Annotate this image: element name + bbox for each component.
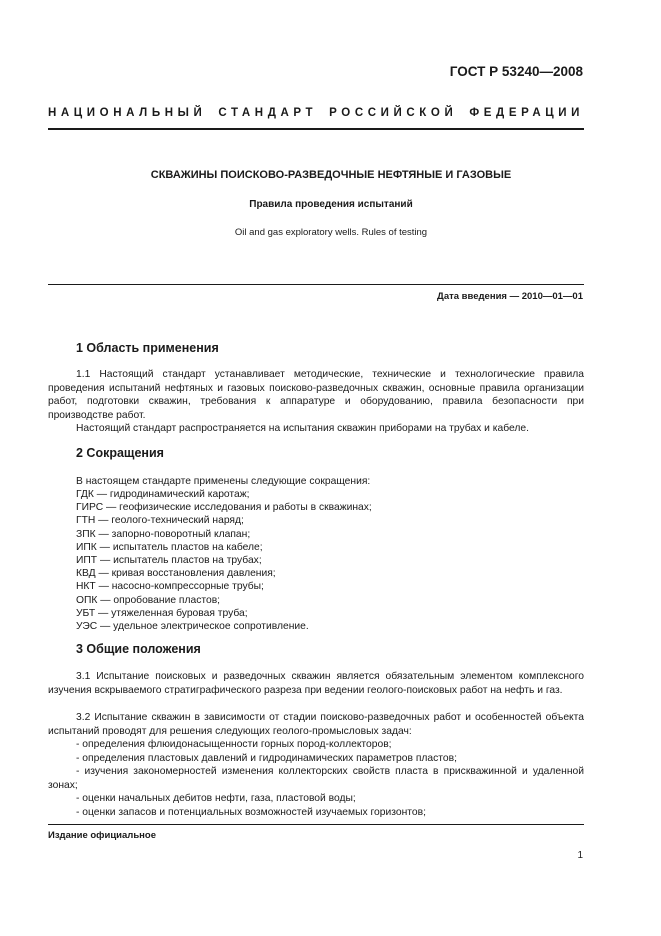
list-item: ИПК — испытатель пластов на кабеле; [76, 541, 263, 553]
task-list [48, 738, 584, 819]
section-1-paragraph-2: Настоящий стандарт распространяется на испытания скважин приборами на трубах и кабеле. [76, 423, 529, 434]
section-1-paragraph-1: 1.1 Настоящий стандарт устанавливает методические, технические и технологические правила проведения испытаний нефтяных и газовых поисково-разведочных скважин, основные правила организации работ, подготовки скважин, требования к аппаратуре и оборудованию, правила безопасности при производстве работ. [48, 369, 584, 422]
list-item: УБТ — утяжеленная буровая труба; [76, 607, 248, 619]
title-divider [48, 284, 584, 285]
section-3-paragraph-1: 3.1 Испытание поисковых и разведочных скважин является обязательным элементом комплексного изучения вскрываемого стратиграфического разреза при ведении геолого-поисковых работ на нефть и газ. [48, 671, 584, 696]
list-item: ГТН — геолого-технический наряд; [76, 515, 244, 527]
list-item: НКТ — насосно-компрессорные трубы; [76, 581, 264, 593]
list-item: - определения пластовых давлений и гидродинамических параметров пластов; [76, 752, 457, 764]
list-item: - оценки запасов и потенциальных возможностей изучаемых горизонтов; [76, 806, 426, 818]
document-code: ГОСТ Р 53240—2008 [449, 64, 583, 79]
section-3-paragraph-2: 3.2 Испытание скважин в зависимости от стадии поисково-разведочных работ и особенностей объекта испытаний проводят для решения следующих геолого-промысловых задач: [48, 712, 584, 737]
abbreviation-list [76, 488, 586, 633]
footer-divider [48, 824, 584, 825]
document-title-english: Oil and gas exploratory wells. Rules of testing [234, 227, 428, 238]
list-item: ОПК — опробование пластов; [76, 594, 221, 606]
list-item: - изучения закономерностей изменения коллекторских свойств пласта в прискважинной и удаленной зонах; [48, 766, 584, 791]
list-item: КВД — кривая восстановления давления; [76, 568, 276, 580]
effective-date: Дата введения — 2010—01—01 [437, 291, 583, 302]
section-2-intro: В настоящем стандарте применены следующие сокращения: [76, 476, 371, 487]
list-item: УЭС — удельное электрическое сопротивление. [76, 621, 309, 633]
list-item: ЗПК — запорно-поворотный клапан; [76, 528, 251, 540]
document-title: СКВАЖИНЫ ПОИСКОВО-РАЗВЕДОЧНЫЕ НЕФТЯНЫЕ И ГАЗОВЫЕ [150, 169, 512, 181]
header-divider [48, 128, 584, 130]
section-1-heading: 1 Область применения [76, 341, 219, 355]
section-2-heading: 2 Сокращения [76, 446, 164, 460]
page-number: 1 [577, 850, 583, 861]
document-subtitle: Правила проведения испытаний [249, 199, 413, 210]
edition-note: Издание официальное [48, 830, 156, 841]
list-item: ИПТ — испытатель пластов на трубах; [76, 555, 262, 567]
list-item: ГИРС — геофизические исследования и работы в скважинах; [76, 502, 372, 514]
list-item: - определения флюидонасыщенности горных пород-коллекторов; [76, 739, 392, 750]
list-item: ГДК — гидродинамический каротаж; [76, 489, 250, 500]
section-3-heading: 3 Общие положения [76, 642, 201, 656]
national-standard-banner: НАЦИОНАЛЬНЫЙ СТАНДАРТ РОССИЙСКОЙ ФЕДЕРАЦИИ [48, 107, 584, 119]
list-item: - оценки начальных дебитов нефти, газа, пластовой воды; [76, 793, 356, 804]
